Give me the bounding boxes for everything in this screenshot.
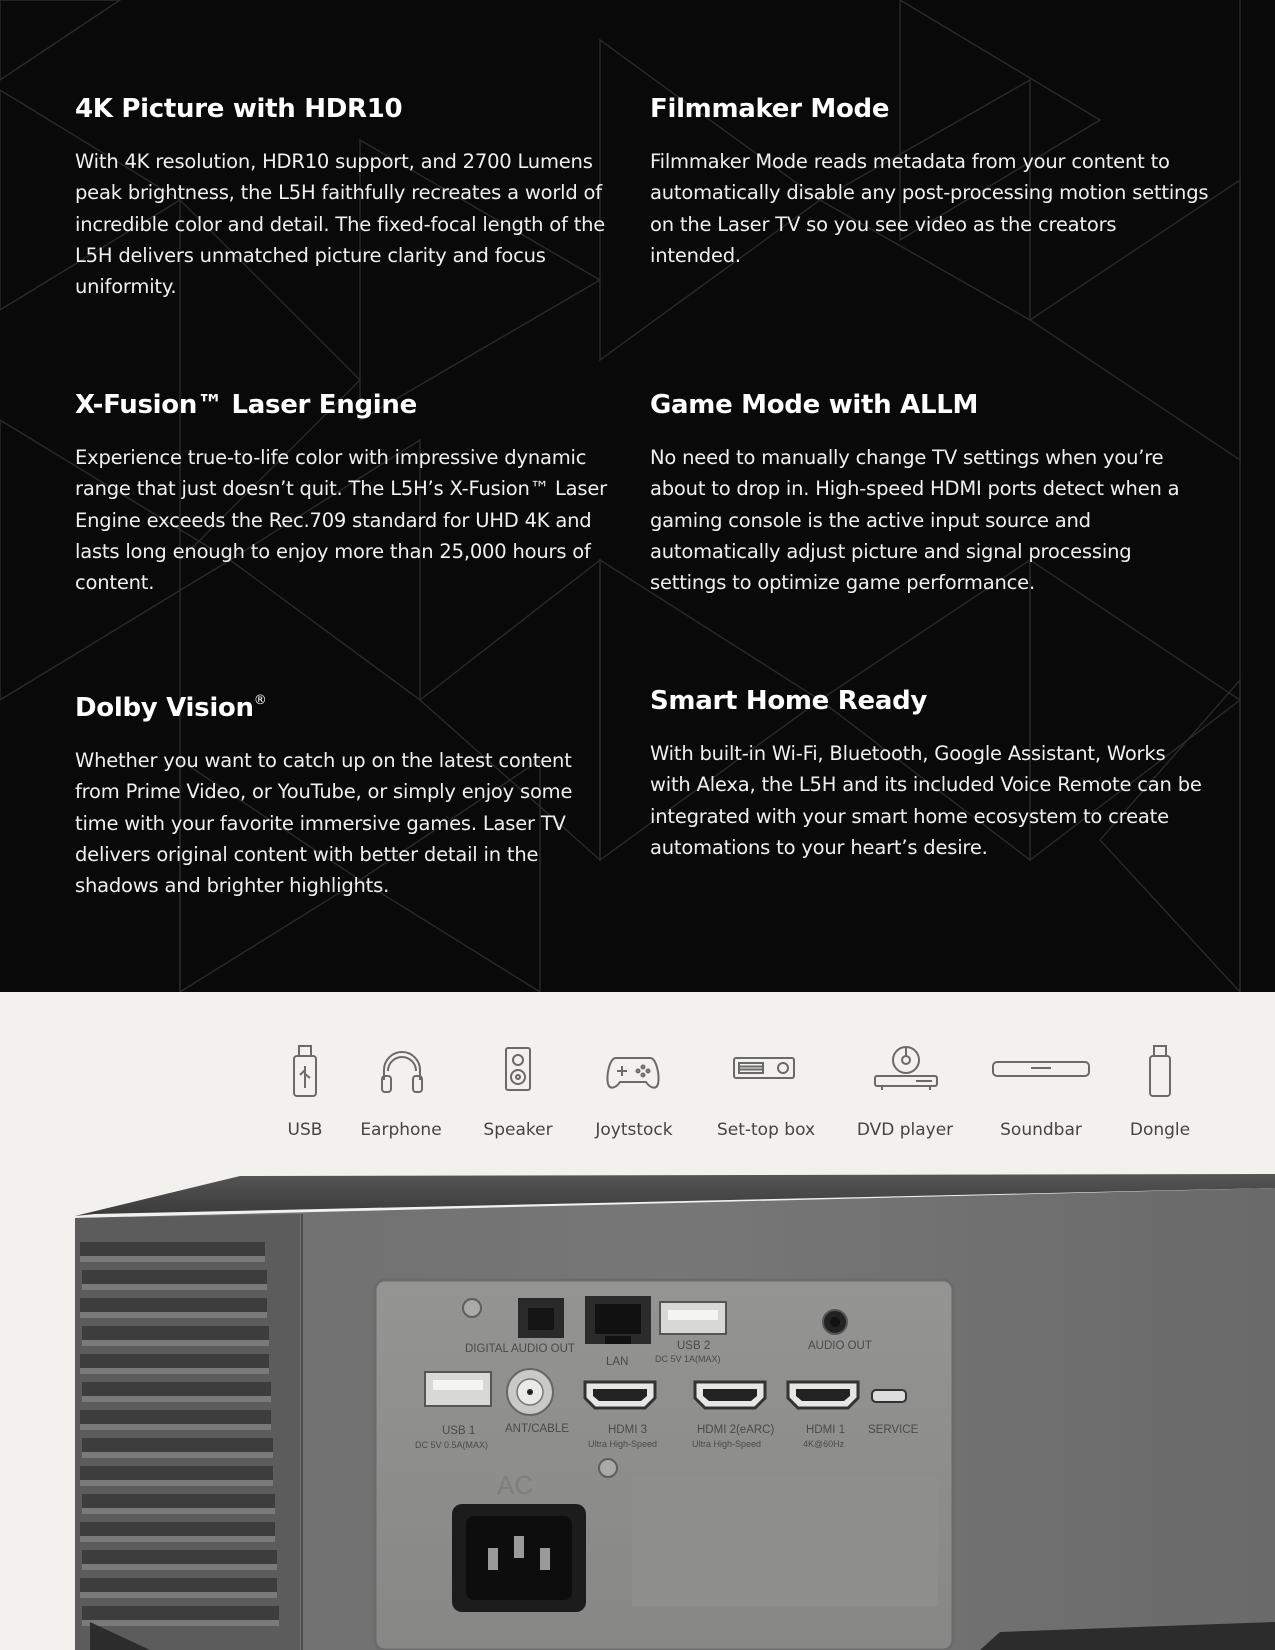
port-label-hdmi3-spec: Ultra High-Speed	[588, 1439, 658, 1449]
feature-filmmaker-mode	[650, 92, 1210, 271]
projector-rear-panel	[0, 992, 1275, 1650]
connectivity-section	[0, 992, 1275, 1650]
feature-body: With built-in Wi-Fi, Bluetooth, Google Assistant, Works with Alexa, the L5H and its included Voice Remote can be integrated with your smart home ecosystem to create automations to your heart’s desire.	[650, 742, 1202, 859]
feature-dolby-vision	[75, 684, 620, 901]
device-label-dongle: Dongle	[1129, 1120, 1191, 1140]
feature-title-text: Dolby Vision	[75, 693, 254, 723]
device-label-speaker: Speaker	[483, 1120, 553, 1140]
feature-game-mode	[650, 388, 1210, 598]
feature-title	[75, 684, 620, 725]
feature-body: Filmmaker Mode reads metadata from your content to automatically disable any post-processing motion settings on the Laser TV so you see video as the creators intended.	[650, 150, 1209, 267]
feature-4k-hdr10	[75, 92, 620, 302]
port-label-usb2: USB 2	[677, 1340, 711, 1352]
port-label-lan: LAN	[606, 1356, 629, 1368]
feature-title: X-Fusion™ Laser Engine	[75, 390, 417, 420]
device-label-soundbar: Soundbar	[1000, 1120, 1082, 1140]
port-label-service: SERVICE	[868, 1424, 919, 1436]
device-label-set-top-box: Set-top box	[716, 1120, 816, 1140]
port-label-digital-audio-out: DIGITAL AUDIO OUT	[465, 1343, 575, 1355]
port-label-usb1-spec: DC 5V 0.5A(MAX)	[415, 1440, 489, 1450]
port-label-usb1: USB 1	[442, 1425, 476, 1437]
device-label-usb: USB	[287, 1120, 323, 1140]
device-label-joystick: Joytstock	[595, 1120, 673, 1140]
feature-body: With 4K resolution, HDR10 support, and 2700 Lumens peak brightness, the L5H faithfully recreates a world of incredible color and detail. The fixed-focal length of the L5H delivers unmatched picture clarity and focus uniformity.	[75, 150, 606, 299]
feature-title: 4K Picture with HDR10	[75, 94, 403, 124]
feature-body: Experience true-to-life color with impressive dynamic range that just doesn’t quit. The L5H’s X-Fusion™ Laser Engine exceeds the Rec.709 standard for UHD 4K and lasts long enough to enjoy more than 25,000 hours of content.	[75, 446, 607, 595]
port-label-hdmi1: HDMI 1	[806, 1424, 845, 1436]
port-label-hdmi1-spec: 4K@60Hz	[803, 1439, 845, 1449]
registered-mark: ®	[253, 693, 267, 708]
feature-smart-home	[650, 684, 1210, 863]
feature-title: Game Mode with ALLM	[650, 390, 979, 420]
device-label-dvd-player: DVD player	[856, 1120, 954, 1140]
feature-body: Whether you want to catch up on the latest content from Prime Video, or YouTube, or simply enjoy some time with your favorite immersive games. Laser TV delivers original content with better detail in the shadows and brighter highlights.	[75, 749, 573, 898]
port-label-ac: AC	[497, 1470, 534, 1500]
feature-laser-engine	[75, 388, 620, 598]
feature-body: No need to manually change TV settings when you’re about to drop in. High-speed HDMI ports detect when a gaming console is the active input source and automatically adjust picture and signal processing settings to optimize game performance.	[650, 446, 1180, 595]
port-label-usb2-spec: DC 5V 1A(MAX)	[655, 1354, 721, 1364]
port-label-ant-cable: ANT/CABLE	[505, 1423, 569, 1435]
port-label-hdmi2: HDMI 2(eARC)	[697, 1424, 775, 1436]
port-label-hdmi2-spec: Ultra High-Speed	[692, 1439, 762, 1449]
port-label-audio-out: AUDIO OUT	[808, 1340, 872, 1352]
port-label-hdmi3: HDMI 3	[608, 1424, 647, 1436]
feature-title: Smart Home Ready	[650, 686, 928, 716]
feature-title: Filmmaker Mode	[650, 94, 890, 124]
device-label-earphone: Earphone	[360, 1120, 442, 1140]
